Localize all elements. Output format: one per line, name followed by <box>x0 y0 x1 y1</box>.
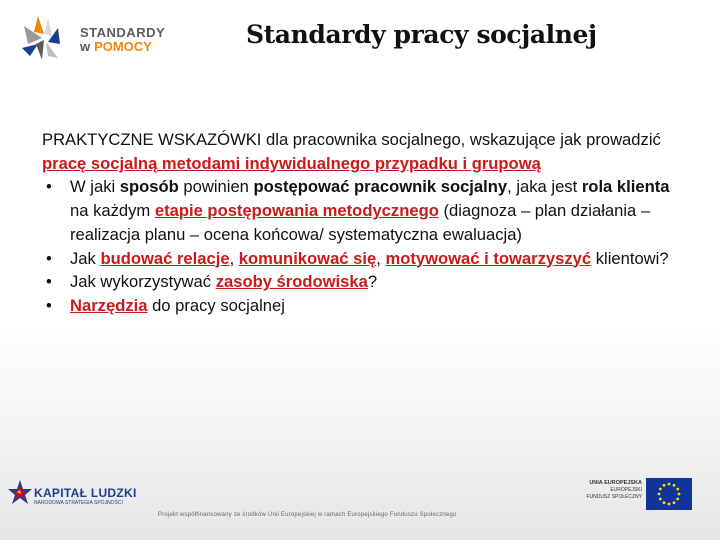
bullet1-bold: postępować pracownik socjalny <box>253 177 508 197</box>
bullet4-highlight: Narzędzia <box>70 295 148 315</box>
logo-pomocy: POMOCY <box>94 39 152 54</box>
kapital-ludzki-logo-icon <box>8 478 32 510</box>
bullet2-text: klientowi? <box>591 248 669 268</box>
bullet1-bold: rola klienta <box>581 177 670 197</box>
bullet1-bold: sposób <box>119 177 179 197</box>
list-item <box>42 247 682 271</box>
logo-line-standardy: STANDARDY <box>80 25 166 40</box>
list-item <box>42 270 682 294</box>
standardy-star-logo-icon <box>14 10 76 68</box>
bullet4-text: do pracy socjalnej <box>147 295 285 315</box>
list-item <box>42 294 682 318</box>
bullet2-highlight: budować relacje <box>100 248 230 268</box>
bullet-icon: • <box>46 177 52 197</box>
intro-paragraph <box>42 128 682 175</box>
eu-logo <box>570 478 696 512</box>
intro-heading: PRAKTYCZNE WSKAZÓWKI <box>42 130 262 149</box>
eu-line2: EUROPEJSKI <box>610 487 642 493</box>
bullet-icon: • <box>46 248 52 268</box>
kapital-ludzki-title: KAPITAŁ LUDZKI <box>34 486 137 500</box>
bullet1-text: powinien <box>178 177 254 197</box>
intro-highlight: pracę socjalną metodami indywidualnego przypadku i grupową <box>42 153 541 173</box>
standardy-w-pomocy-logo <box>14 10 184 70</box>
bullet2-highlight: motywować i towarzyszyć <box>385 248 592 268</box>
bullet3-text: ? <box>367 272 378 292</box>
bullet3-text: Jak wykorzystywać <box>70 272 216 292</box>
bullet2-highlight: komunikować się <box>238 248 377 268</box>
bullet-icon: • <box>46 295 52 315</box>
bullet1-text: (diagnoza – plan działania – realizacja planu – ocena końcowa/ systematyczna ewaluacja) <box>70 201 651 244</box>
bullet1-text: W jaki <box>70 177 120 197</box>
logo-w: w <box>80 39 91 54</box>
kapital-ludzki-subtitle: NARODOWA STRATEGIA SPÓJNOŚCI <box>34 500 123 506</box>
eu-text <box>570 480 642 501</box>
eu-line1: UNIA EUROPEJSKA <box>589 480 642 486</box>
logo-line-w-pomocy <box>80 40 165 54</box>
list-item <box>42 175 682 246</box>
bullet3-highlight: zasoby środowiska <box>215 272 368 292</box>
bullet-list <box>42 175 682 317</box>
page-title: Standardy pracy socjalnej <box>246 20 597 49</box>
bullet1-text: , jaka jest <box>507 177 582 197</box>
bullet1-text: na każdym <box>70 201 155 221</box>
bullet2-text: , <box>229 248 239 268</box>
kapital-ludzki-logo <box>8 476 178 516</box>
footer-note: Projekt współfinansowany ze środków Unii Europejskiej w ramach Europejskiego Funduszu Społecznego <box>158 512 457 518</box>
intro-text: dla pracownika socjalnego, wskazujące jak prowadzić <box>261 130 661 149</box>
bullet2-text: , <box>376 248 386 268</box>
bullet1-highlight: etapie postępowania metodycznego <box>154 201 439 221</box>
eu-stars <box>646 478 692 510</box>
eu-line3: FUNDUSZ SPOŁECZNY <box>586 494 642 500</box>
bullet-icon: • <box>46 272 52 292</box>
main-content <box>42 128 682 318</box>
eu-flag-icon <box>646 478 692 510</box>
bullet2-text: Jak <box>70 248 101 268</box>
